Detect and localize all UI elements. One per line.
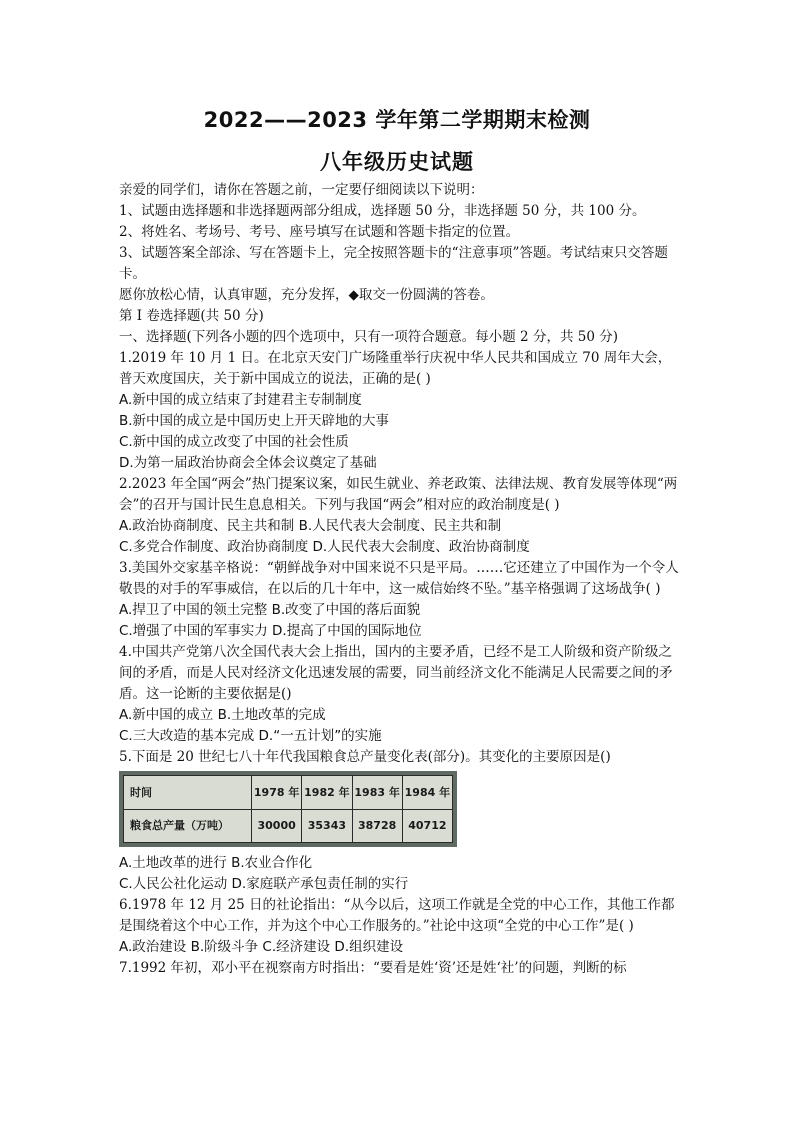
question-7-stem: 7.1992 年初，邓小平在视察南方时指出：“要看是姓‘资’还是姓‘社’的问题，判断的标: [119, 960, 627, 976]
table-header-row: [124, 776, 453, 810]
exam-body: [119, 180, 679, 979]
question-1-option-d: D.为第一届政治协商会全体会议奠定了基础: [119, 455, 377, 471]
table-header-cell: 1984 年: [402, 776, 452, 810]
question-5-options-ab: A.土地改革的进行 B.农业合作化: [119, 855, 313, 871]
table-cell: 40712: [402, 809, 452, 843]
table-row-label: 粮食总产量（万吨）: [124, 809, 252, 843]
question-4-options-ab: A.新中国的成立 B.土地改革的完成: [119, 707, 326, 723]
question-4-options-cd: C.三大改造的基本完成 D.“一五计划”的实施: [119, 728, 382, 744]
grain-output-table: [123, 775, 453, 843]
intro-rule-3: 3、试题答案全部涂、写在答题卡上，完全按照答题卡的“注意事项”答题。考试结束只交答题卡。: [119, 245, 668, 282]
question-2-options-ab: A.政治协商制度、民主共和制 B.人民代表大会制度、民主共和制: [119, 518, 502, 534]
question-3-stem: 3.美国外交家基辛格说：“朝鲜战争对中国来说不只是平局。……它还建立了中国作为一个令人敬畏的对手的军事威信，在以后的几十年中，这一威信始终不坠。”基辛格强调了这场战争( ): [119, 560, 679, 597]
intro-wish: 愿你放松心情，认真审题，充分发挥，◆取交一份圆满的答卷。: [119, 287, 494, 303]
question-6-options: A.政治建设 B.阶级斗争 C.经济建设 D.组织建设: [119, 939, 404, 955]
grain-output-table-image: [119, 771, 457, 847]
intro-greeting: 亲爱的同学们，请你在答题之前，一定要仔细阅读以下说明：: [119, 182, 484, 198]
question-4-stem: 4.中国共产党第八次全国代表大会上指出，国内的主要矛盾，已经不是工人阶级和资产阶级之间的矛盾，而是人民对经济文化迅速发展的需要，同当前经济文化不能满足人民需要之间的矛盾。这一论断的主要依据是(): [119, 644, 673, 702]
question-2-options-cd: C.多党合作制度、政治协商制度 D.人民代表大会制度、政治协商制度: [119, 539, 530, 555]
table-header-cell: 1982 年: [302, 776, 352, 810]
question-1-option-a: A.新中国的成立结束了封建君主专制制度: [119, 392, 362, 408]
question-1-option-b: B.新中国的成立是中国历史上开天辟地的大事: [119, 413, 390, 429]
question-1-option-c: C.新中国的成立改变了中国的社会性质: [119, 434, 349, 450]
table-cell: 38728: [352, 809, 402, 843]
question-1-stem: 1.2019 年 10 月 1 日。在北京天安门广场隆重举行庆祝中华人民共和国成立 70 周年大会，普天欢度国庆，关于新中国成立的说法，正确的是( ): [119, 350, 672, 387]
table-header-cell: 1978 年: [252, 776, 302, 810]
question-5-stem: 5.下面是 20 世纪七八十年代我国粮食总产量变化表(部分)。其变化的主要原因是(): [119, 749, 611, 765]
question-3-options-ab: A.捍卫了中国的领土完整 B.改变了中国的落后面貌: [119, 602, 421, 618]
intro-rule-1: 1、试题由选择题和非选择题两部分组成，选择题 50 分，非选择题 50 分，共 100 分。: [119, 203, 646, 219]
question-5-options-cd: C.人民公社化运动 D.家庭联产承包责任制的实行: [119, 876, 409, 892]
exam-title: 2022——2023 学年第二学期期末检测: [203, 108, 591, 132]
table-row: [124, 809, 453, 843]
question-3-options-cd: C.增强了中国的军事实力 D.提高了中国的国际地位: [119, 623, 422, 639]
question-2-stem: 2.2023 年全国“两会”热门提案议案，如民生就业、养老政策、法律法规、教育发展等体现“两会”的召开与国计民生息息相关。下列与我国“两会”相对应的政治制度是( ): [119, 476, 678, 513]
table-header-cell: 时间: [124, 776, 252, 810]
intro-rule-2: 2、将姓名、考场号、考号、座号填写在试题和答题卡指定的位置。: [119, 224, 520, 240]
table-cell: 30000: [252, 809, 302, 843]
section-part: 第 I 卷选择题(共 50 分): [119, 308, 264, 324]
table-header-cell: 1983 年: [352, 776, 402, 810]
table-cell: 35343: [302, 809, 352, 843]
question-6-stem: 6.1978 年 12 月 25 日的社论指出：“从今以后，这项工作就是全党的中心工作，其他工作都是围绕着这个中心工作，并为这个中心工作服务的。”社论中这项“全党的中心工作”是( ): [119, 897, 675, 934]
exam-subtitle: 八年级历史试题: [320, 150, 474, 174]
section-instruction: 一、选择题(下列各小题的四个选项中，只有一项符合题意。每小题 2 分，共 50 分): [119, 329, 618, 345]
